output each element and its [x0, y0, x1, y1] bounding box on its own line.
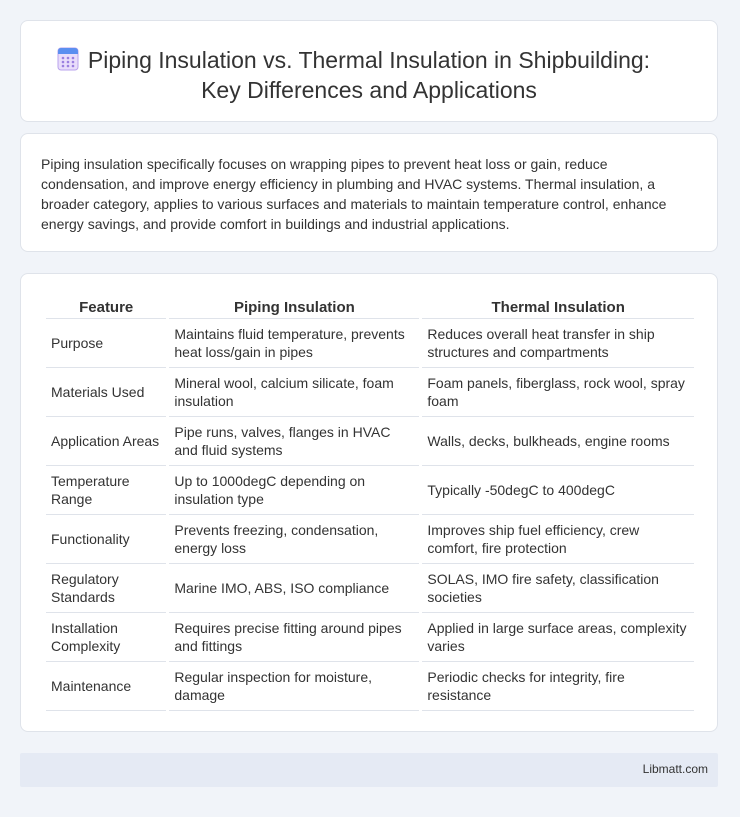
thermal-cell: Typically -50degC to 400degC [422, 466, 694, 515]
feature-cell: Purpose [46, 319, 166, 368]
footer [20, 753, 718, 787]
page-title-line-2: Key Differences and Applications [201, 77, 537, 103]
piping-cell: Marine IMO, ABS, ISO compliance [169, 564, 419, 613]
table-row [46, 319, 694, 368]
comparison-table-card [20, 273, 718, 732]
feature-cell: Temperature Range [46, 466, 166, 515]
table-row [46, 515, 694, 564]
feature-cell: Maintenance [46, 662, 166, 711]
footer-brand-link[interactable]: Libmatt.com [642, 762, 708, 776]
summary-card [20, 133, 718, 252]
page-title [21, 45, 717, 105]
table-row [46, 564, 694, 613]
summary-text: Piping insulation specifically focuses on wrapping pipes to prevent heat loss or gain, reduce condensation, and improve energy efficiency in plumbing and HVAC systems. Thermal insulation, a broader category, applies to various surfaces and materials to maintain temperature control, enhance energy savings, and provide comfort in buildings and industrial applications. [41, 156, 667, 232]
thermal-cell: Walls, decks, bulkheads, engine rooms [422, 417, 694, 466]
thermal-cell: Periodic checks for integrity, fire resistance [422, 662, 694, 711]
thermal-cell: Improves ship fuel efficiency, crew comfort, fire protection [422, 515, 694, 564]
table-row [46, 662, 694, 711]
piping-cell: Up to 1000degC depending on insulation type [169, 466, 419, 515]
table-row [46, 368, 694, 417]
piping-cell: Maintains fluid temperature, prevents heat loss/gain in pipes [169, 319, 419, 368]
thermal-cell: Foam panels, fiberglass, rock wool, spray foam [422, 368, 694, 417]
thermal-cell: SOLAS, IMO fire safety, classification societies [422, 564, 694, 613]
title-card [20, 20, 718, 122]
header-thermal-insulation: Thermal Insulation [422, 296, 694, 319]
piping-cell: Prevents freezing, condensation, energy loss [169, 515, 419, 564]
feature-cell: Installation Complexity [46, 613, 166, 662]
feature-cell: Regulatory Standards [46, 564, 166, 613]
feature-cell: Functionality [46, 515, 166, 564]
feature-cell: Materials Used [46, 368, 166, 417]
piping-cell: Regular inspection for moisture, damage [169, 662, 419, 711]
piping-cell: Requires precise fitting around pipes and fittings [169, 613, 419, 662]
page-title-line-1: Piping Insulation vs. Thermal Insulation in Shipbuilding: [87, 47, 651, 73]
table-header-row [46, 296, 694, 319]
table-row [46, 466, 694, 515]
thermal-cell: Reduces overall heat transfer in ship structures and compartments [422, 319, 694, 368]
table-row [46, 417, 694, 466]
feature-cell: Application Areas [46, 417, 166, 466]
table-row [46, 613, 694, 662]
header-piping-insulation: Piping Insulation [169, 296, 419, 319]
piping-cell: Mineral wool, calcium silicate, foam insulation [169, 368, 419, 417]
thermal-cell: Applied in large surface areas, complexity varies [422, 613, 694, 662]
piping-cell: Pipe runs, valves, flanges in HVAC and fluid systems [169, 417, 419, 466]
header-feature: Feature [46, 296, 166, 319]
comparison-table [43, 296, 697, 711]
